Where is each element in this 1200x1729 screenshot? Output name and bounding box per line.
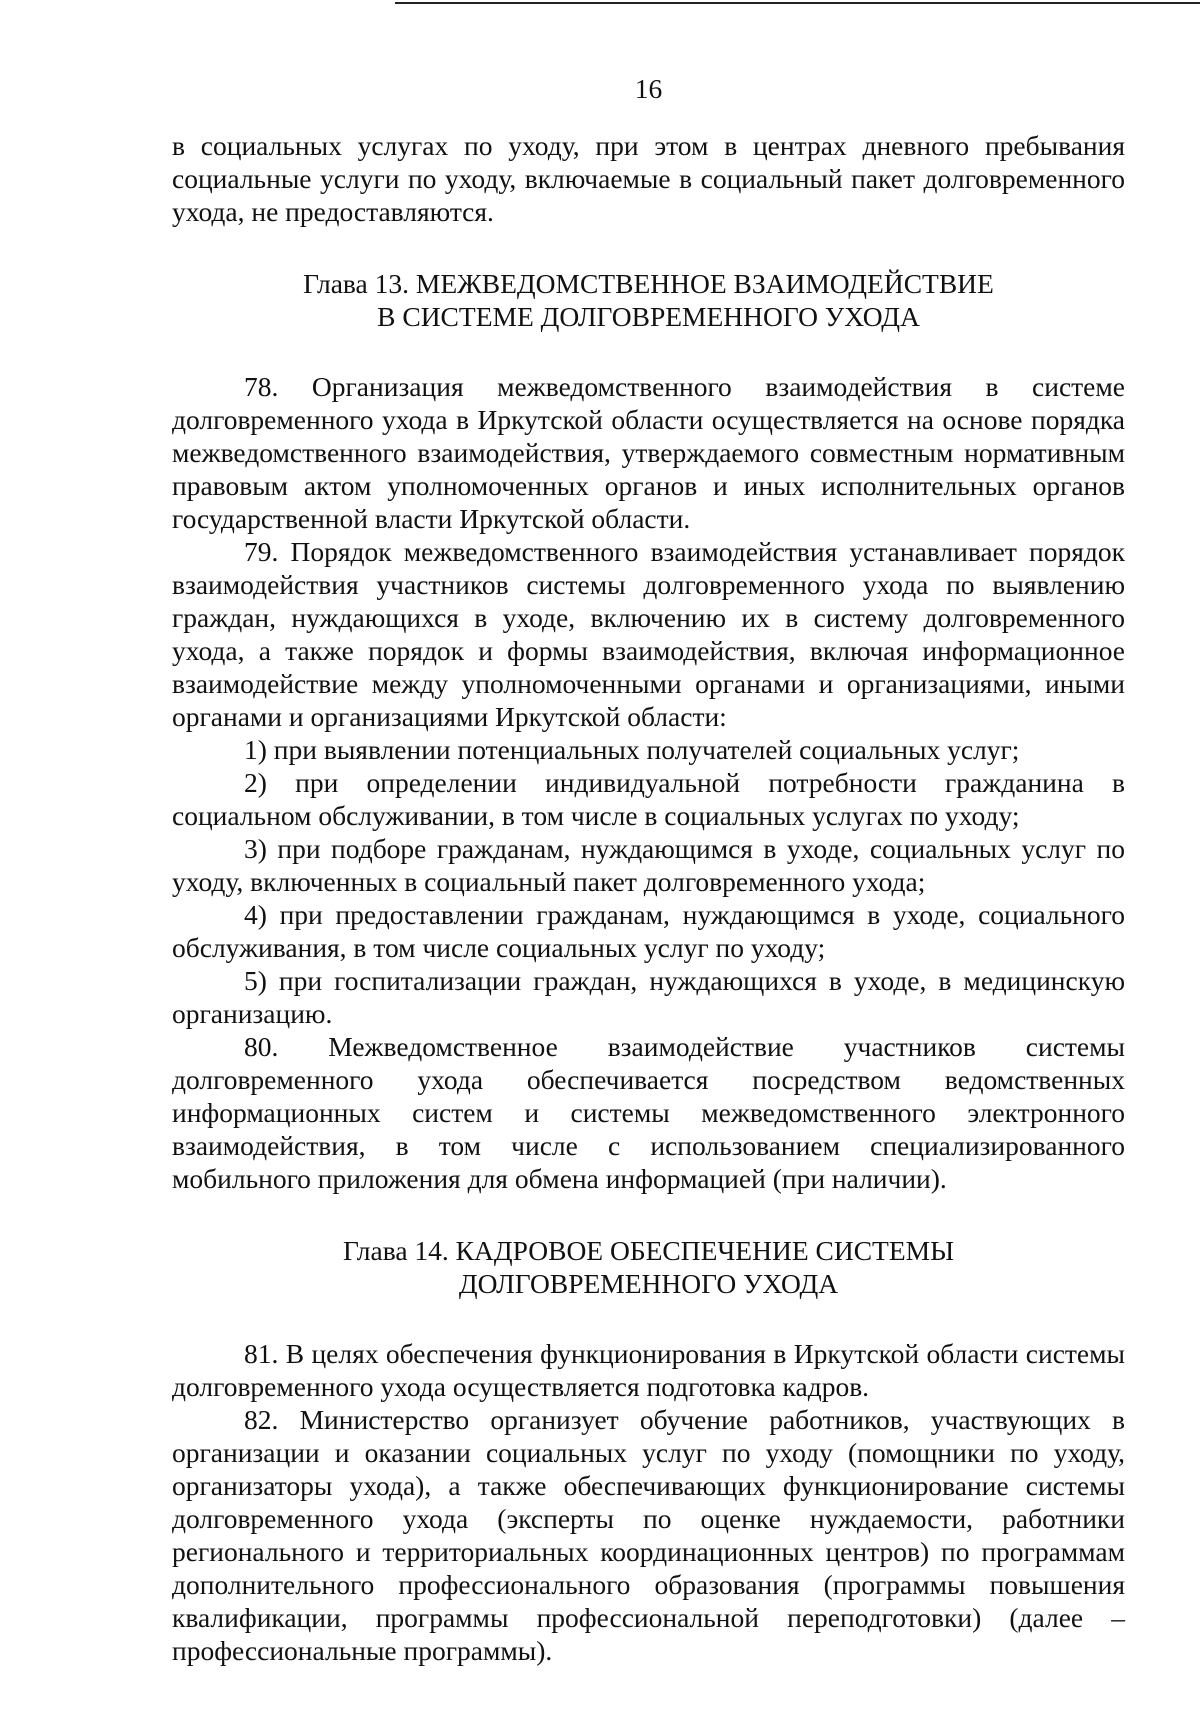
chapter-14-line-1: Глава 14. КАДРОВОЕ ОБЕСПЕЧЕНИЕ СИСТЕМЫ [342,1235,955,1266]
paragraph-80: 80. Межведомственное взаимодействие участников системы долговременного ухода обеспечивается посредством ведомственных информационных систем и системы межведомственного электронного взаимодействия, в том числе с использованием специализированного мобильного приложения для обмена информацией (при наличии). [172,1031,1125,1194]
document-page [172,72,1125,1667]
paragraph-intro: в социальных услугах по уходу, при этом в центрах дневного пребывания социальные услуги по уходу, включаемые в социальный пакет долговременного ухода, не предоставляются. [172,130,1125,227]
chapter-13-heading [172,267,1125,333]
paragraph-78: 78. Организация межведомственного взаимодействия в системе долговременного ухода в Иркутской области осуществляется на основе порядка межведомственного взаимодействия, утверждаемого совместным нормативным правовым актом уполномоченных органов и иных исполнительных органов государственной власти Иркутской области. [172,371,1125,534]
paragraph-79-item-3: 3) при подборе гражданам, нуждающимся в уходе, социальных услуг по уходу, включенных в социальный пакет долговременного ухода; [172,833,1125,897]
paragraph-79: 79. Порядок межведомственного взаимодействия устанавливает порядок взаимодействия участников системы долговременного ухода по выявлению граждан, нуждающихся в уходе, включению их в систему долговременного ухода, а также порядок и формы взаимодействия, включая информационное взаимодействие между уполномоченными органами и организациями, иными органами и организациями Иркутской области: [172,536,1125,732]
chapter-14-heading [172,1234,1125,1300]
paragraph-79-item-2: 2) при определении индивидуальной потребности гражданина в социальном обслуживании, в том числе в социальных услугах по уходу; [172,767,1125,831]
paragraph-81: 81. В целях обеспечения функционирования в Иркутской области системы долговременного ухода осуществляется подготовка кадров. [172,1338,1125,1402]
paragraph-79-item-1: 1) при выявлении потенциальных получателей социальных услуг; [244,734,1020,765]
chapter-14-line-2: ДОЛГОВРЕМЕННОГО УХОДА [458,1268,839,1299]
page-number: 16 [634,73,663,104]
paragraph-79-item-4: 4) при предоставлении гражданам, нуждающимся в уходе, социального обслуживания, в том числе социальных услуг по уходу; [172,899,1125,963]
chapter-13-line-2: В СИСТЕМЕ ДОЛГОВРЕМЕННОГО УХОДА [377,301,920,332]
top-rule [395,2,1200,4]
paragraph-79-item-5: 5) при госпитализации граждан, нуждающихся в уходе, в медицинскую организацию. [172,965,1125,1029]
chapter-13-line-1: Глава 13. МЕЖВЕДОМСТВЕННОЕ ВЗАИМОДЕЙСТВИЕ [303,268,994,299]
paragraph-82: 82. Министерство организует обучение работников, участвующих в организации и оказании социальных услуг по уходу (помощники по уходу, организаторы ухода), а также обеспечивающих функционирование системы долговременного ухода (эксперты по оценке нуждаемости, работники регионального и территориальных координационных центров) по программам дополнительного профессионального образования (программы повышения квалификации, программы профессиональной переподготовки) (далее – профессиональные программы). [172,1404,1125,1666]
